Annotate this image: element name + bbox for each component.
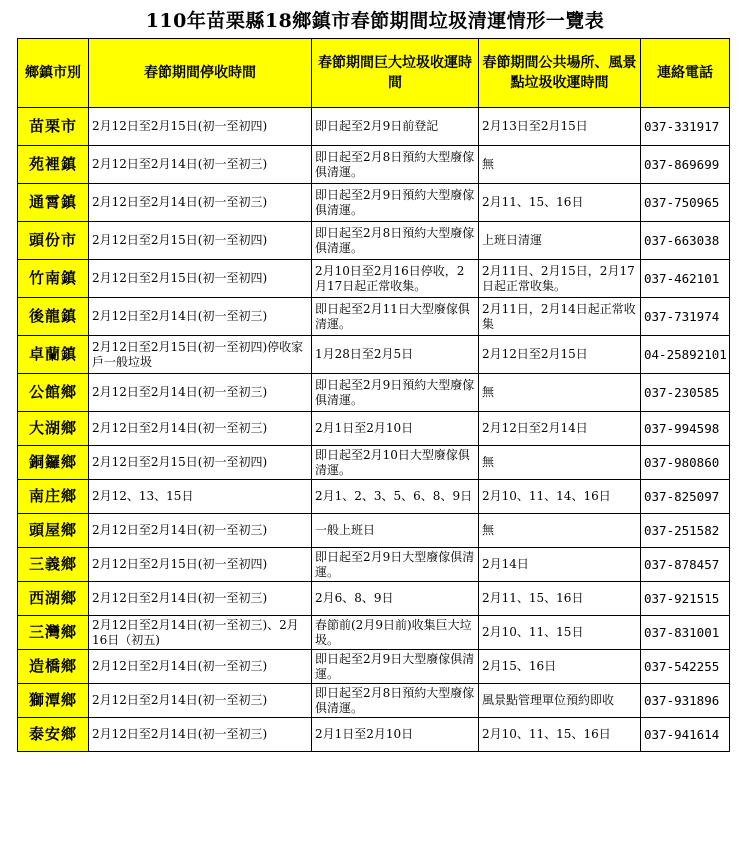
phone-cell: 037-230585 (641, 374, 730, 412)
bulky-cell: 即日起至2月8日預約大型廢傢俱清運。 (312, 222, 479, 260)
phone-cell: 04-25892101 (641, 336, 730, 374)
table-row (18, 108, 730, 146)
town-cell: 竹南鎮 (18, 260, 89, 298)
header-phone: 連絡電話 (641, 39, 730, 108)
bulky-cell: 即日起至2月10日大型廢傢俱清運。 (312, 446, 479, 480)
table-row (18, 480, 730, 514)
bulky-cell: 2月1、2、3、5、6、8、9日 (312, 480, 479, 514)
table-row (18, 184, 730, 222)
table-row (18, 446, 730, 480)
header-suspension: 春節期間停收時間 (89, 39, 312, 108)
town-cell: 西湖鄉 (18, 582, 89, 616)
public-cell: 無 (479, 446, 641, 480)
phone-cell: 037-831001 (641, 616, 730, 650)
public-cell: 2月12日至2月14日 (479, 412, 641, 446)
public-cell: 2月14日 (479, 548, 641, 582)
public-cell: 2月10、11、15日 (479, 616, 641, 650)
table-row (18, 374, 730, 412)
bulky-cell: 即日起至2月9日大型廢傢俱清運。 (312, 548, 479, 582)
suspension-cell: 2月12日至2月14日(初一至初三) (89, 412, 312, 446)
town-cell: 頭屋鄉 (18, 514, 89, 548)
suspension-cell: 2月12日至2月14日(初一至初三) (89, 298, 312, 336)
town-cell: 獅潭鄉 (18, 684, 89, 718)
phone-cell: 037-825097 (641, 480, 730, 514)
suspension-cell: 2月12日至2月15日(初一至初四) (89, 260, 312, 298)
town-cell: 後龍鎮 (18, 298, 89, 336)
public-cell: 2月10、11、14、16日 (479, 480, 641, 514)
public-cell: 2月11、15、16日 (479, 184, 641, 222)
bulky-cell: 2月10日至2月16日停收，2月17日起正常收集。 (312, 260, 479, 298)
bulky-cell: 2月1日至2月10日 (312, 412, 479, 446)
bulky-cell: 1月28日至2月5日 (312, 336, 479, 374)
suspension-cell: 2月12日至2月14日(初一至初三) (89, 650, 312, 684)
public-cell: 無 (479, 374, 641, 412)
town-cell: 三義鄉 (18, 548, 89, 582)
phone-cell: 037-931896 (641, 684, 730, 718)
suspension-cell: 2月12日至2月14日(初一至初三) (89, 184, 312, 222)
bulky-cell: 春節前(2月9日前)收集巨大垃圾。 (312, 616, 479, 650)
suspension-cell: 2月12日至2月14日(初一至初三) (89, 374, 312, 412)
town-cell: 苑裡鎮 (18, 146, 89, 184)
suspension-cell: 2月12日至2月14日(初一至初三)、2月16日（初五) (89, 616, 312, 650)
phone-cell: 037-994598 (641, 412, 730, 446)
town-cell: 造橋鄉 (18, 650, 89, 684)
suspension-cell: 2月12日至2月15日(初一至初四) (89, 108, 312, 146)
table-row (18, 514, 730, 548)
table-row (18, 684, 730, 718)
public-cell: 2月11日、2月15日，2月17日起正常收集。 (479, 260, 641, 298)
table-row (18, 336, 730, 374)
bulky-cell: 2月6、8、9日 (312, 582, 479, 616)
town-cell: 三灣鄉 (18, 616, 89, 650)
phone-cell: 037-663038 (641, 222, 730, 260)
table-row (18, 298, 730, 336)
public-cell: 無 (479, 146, 641, 184)
suspension-cell: 2月12日至2月14日(初一至初三) (89, 718, 312, 752)
page-title: 110年苗栗縣18鄉鎮市春節期間垃圾清運情形一覽表 (145, 10, 605, 32)
town-cell: 銅鑼鄉 (18, 446, 89, 480)
town-cell: 卓蘭鎮 (18, 336, 89, 374)
bulky-cell: 即日起至2月9日前登記 (312, 108, 479, 146)
public-cell: 2月13日至2月15日 (479, 108, 641, 146)
town-cell: 泰安鄉 (18, 718, 89, 752)
suspension-cell: 2月12日至2月15日(初一至初四) (89, 222, 312, 260)
phone-cell: 037-980860 (641, 446, 730, 480)
table-row (18, 548, 730, 582)
header-town: 鄉鎮市別 (18, 39, 89, 108)
bulky-cell: 即日起至2月8日預約大型廢傢俱清運。 (312, 146, 479, 184)
public-cell: 2月11日，2月14日起正常收集 (479, 298, 641, 336)
suspension-cell: 2月12日至2月14日(初一至初三) (89, 582, 312, 616)
table-header-row (18, 39, 730, 108)
table-row (18, 222, 730, 260)
phone-cell: 037-921515 (641, 582, 730, 616)
suspension-cell: 2月12日至2月15日(初一至初四) (89, 446, 312, 480)
public-cell: 無 (479, 514, 641, 548)
header-public: 春節期間公共場所、風景點垃圾收運時間 (479, 39, 641, 108)
suspension-cell: 2月12日至2月14日(初一至初三) (89, 146, 312, 184)
bulky-cell: 即日起至2月9日預約大型廢傢俱清運。 (312, 184, 479, 222)
suspension-cell: 2月12日至2月14日(初一至初三) (89, 684, 312, 718)
table-row (18, 146, 730, 184)
public-cell: 2月15、16日 (479, 650, 641, 684)
table-row (18, 616, 730, 650)
bulky-cell: 即日起至2月9日大型廢傢俱清運。 (312, 650, 479, 684)
suspension-cell: 2月12、13、15日 (89, 480, 312, 514)
bulky-cell: 一般上班日 (312, 514, 479, 548)
table-row (18, 718, 730, 752)
public-cell: 2月12日至2月15日 (479, 336, 641, 374)
bulky-cell: 2月1日至2月10日 (312, 718, 479, 752)
phone-cell: 037-750965 (641, 184, 730, 222)
public-cell: 上班日清運 (479, 222, 641, 260)
phone-cell: 037-941614 (641, 718, 730, 752)
schedule-table (17, 38, 730, 752)
town-cell: 頭份市 (18, 222, 89, 260)
phone-cell: 037-462101 (641, 260, 730, 298)
phone-cell: 037-331917 (641, 108, 730, 146)
suspension-cell: 2月12日至2月14日(初一至初三) (89, 514, 312, 548)
bulky-cell: 即日起至2月11日大型廢傢俱清運。 (312, 298, 479, 336)
phone-cell: 037-542255 (641, 650, 730, 684)
public-cell: 2月11、15、16日 (479, 582, 641, 616)
table-row (18, 412, 730, 446)
public-cell: 風景點管理單位預約即收 (479, 684, 641, 718)
bulky-cell: 即日起至2月8日預約大型廢傢俱清運。 (312, 684, 479, 718)
public-cell: 2月10、11、15、16日 (479, 718, 641, 752)
town-cell: 公館鄉 (18, 374, 89, 412)
phone-cell: 037-869699 (641, 146, 730, 184)
town-cell: 苗栗市 (18, 108, 89, 146)
header-bulky: 春節期間巨大垃圾收運時間 (312, 39, 479, 108)
town-cell: 大湖鄉 (18, 412, 89, 446)
table-row (18, 650, 730, 684)
bulky-cell: 即日起至2月9日預約大型廢傢俱清運。 (312, 374, 479, 412)
town-cell: 南庄鄉 (18, 480, 89, 514)
table-row (18, 260, 730, 298)
phone-cell: 037-251582 (641, 514, 730, 548)
table-row (18, 582, 730, 616)
phone-cell: 037-878457 (641, 548, 730, 582)
phone-cell: 037-731974 (641, 298, 730, 336)
town-cell: 通霄鎮 (18, 184, 89, 222)
suspension-cell: 2月12日至2月15日(初一至初四)停收家戶一般垃圾 (89, 336, 312, 374)
suspension-cell: 2月12日至2月15日(初一至初四) (89, 548, 312, 582)
